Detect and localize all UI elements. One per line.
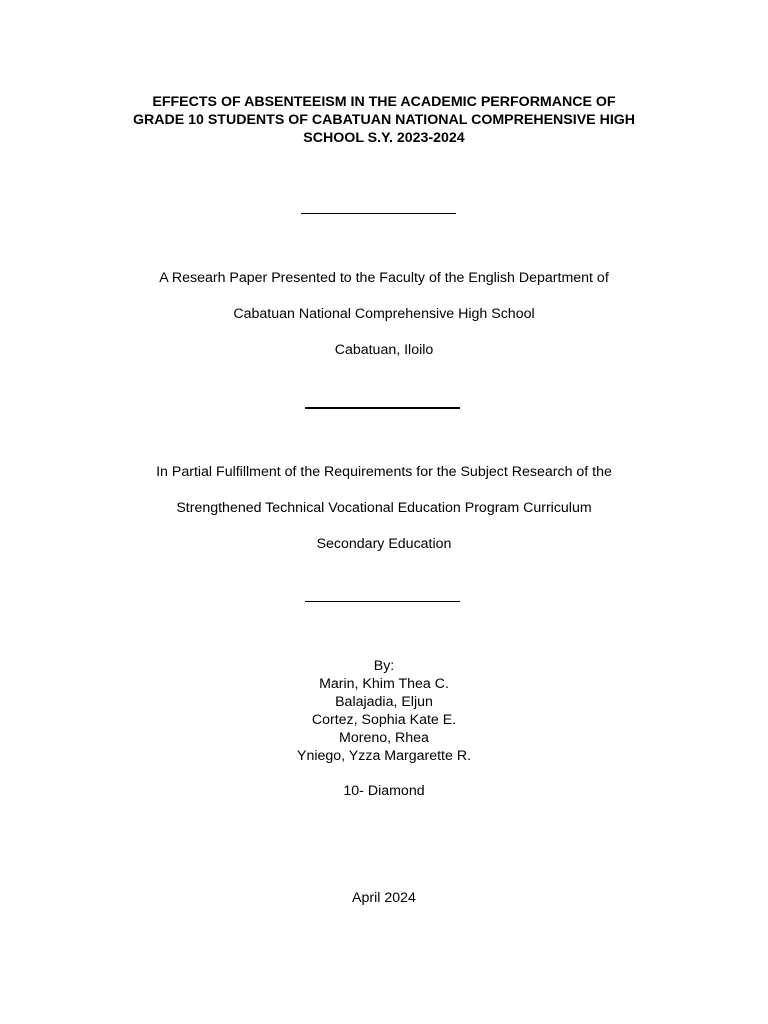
paper-title-line-1: EFFECTS OF ABSENTEEISM IN THE ACADEMIC PERFORMANCE OF xyxy=(152,94,616,110)
authors-block xyxy=(0,657,768,765)
divider-line-2 xyxy=(305,407,460,409)
author-name: Cortez, Sophia Kate E. xyxy=(311,712,457,728)
author-name: Balajadia, Eljun xyxy=(335,694,433,710)
presentation-line-2: Cabatuan National Comprehensive High School xyxy=(233,306,535,322)
presentation-line-1: A Researh Paper Presented to the Faculty of the English Department of xyxy=(159,270,609,286)
submission-date: April 2024 xyxy=(352,890,416,906)
presentation-line-3: Cabatuan, Iloilo xyxy=(334,342,434,358)
by-label: By: xyxy=(373,658,395,674)
divider-line-3 xyxy=(305,601,460,602)
fulfillment-line-3: Secondary Education xyxy=(316,536,452,552)
section-name: 10- Diamond xyxy=(343,783,425,799)
fulfillment-line-2: Strengthened Technical Vocational Education Program Curriculum xyxy=(176,500,592,516)
divider-line-1 xyxy=(301,213,456,214)
fulfillment-line-1: In Partial Fulfillment of the Requirements for the Subject Research of the xyxy=(156,464,612,480)
author-name: Moreno, Rhea xyxy=(339,730,429,746)
paper-title-line-2: GRADE 10 STUDENTS OF CABATUAN NATIONAL COMPREHENSIVE HIGH xyxy=(132,112,636,128)
paper-title-line-3: SCHOOL S.Y. 2023-2024 xyxy=(303,130,465,146)
paper-title xyxy=(0,93,768,147)
author-name: Yniego, Yzza Margarette R. xyxy=(296,748,472,764)
author-name: Marin, Khim Thea C. xyxy=(319,676,449,692)
